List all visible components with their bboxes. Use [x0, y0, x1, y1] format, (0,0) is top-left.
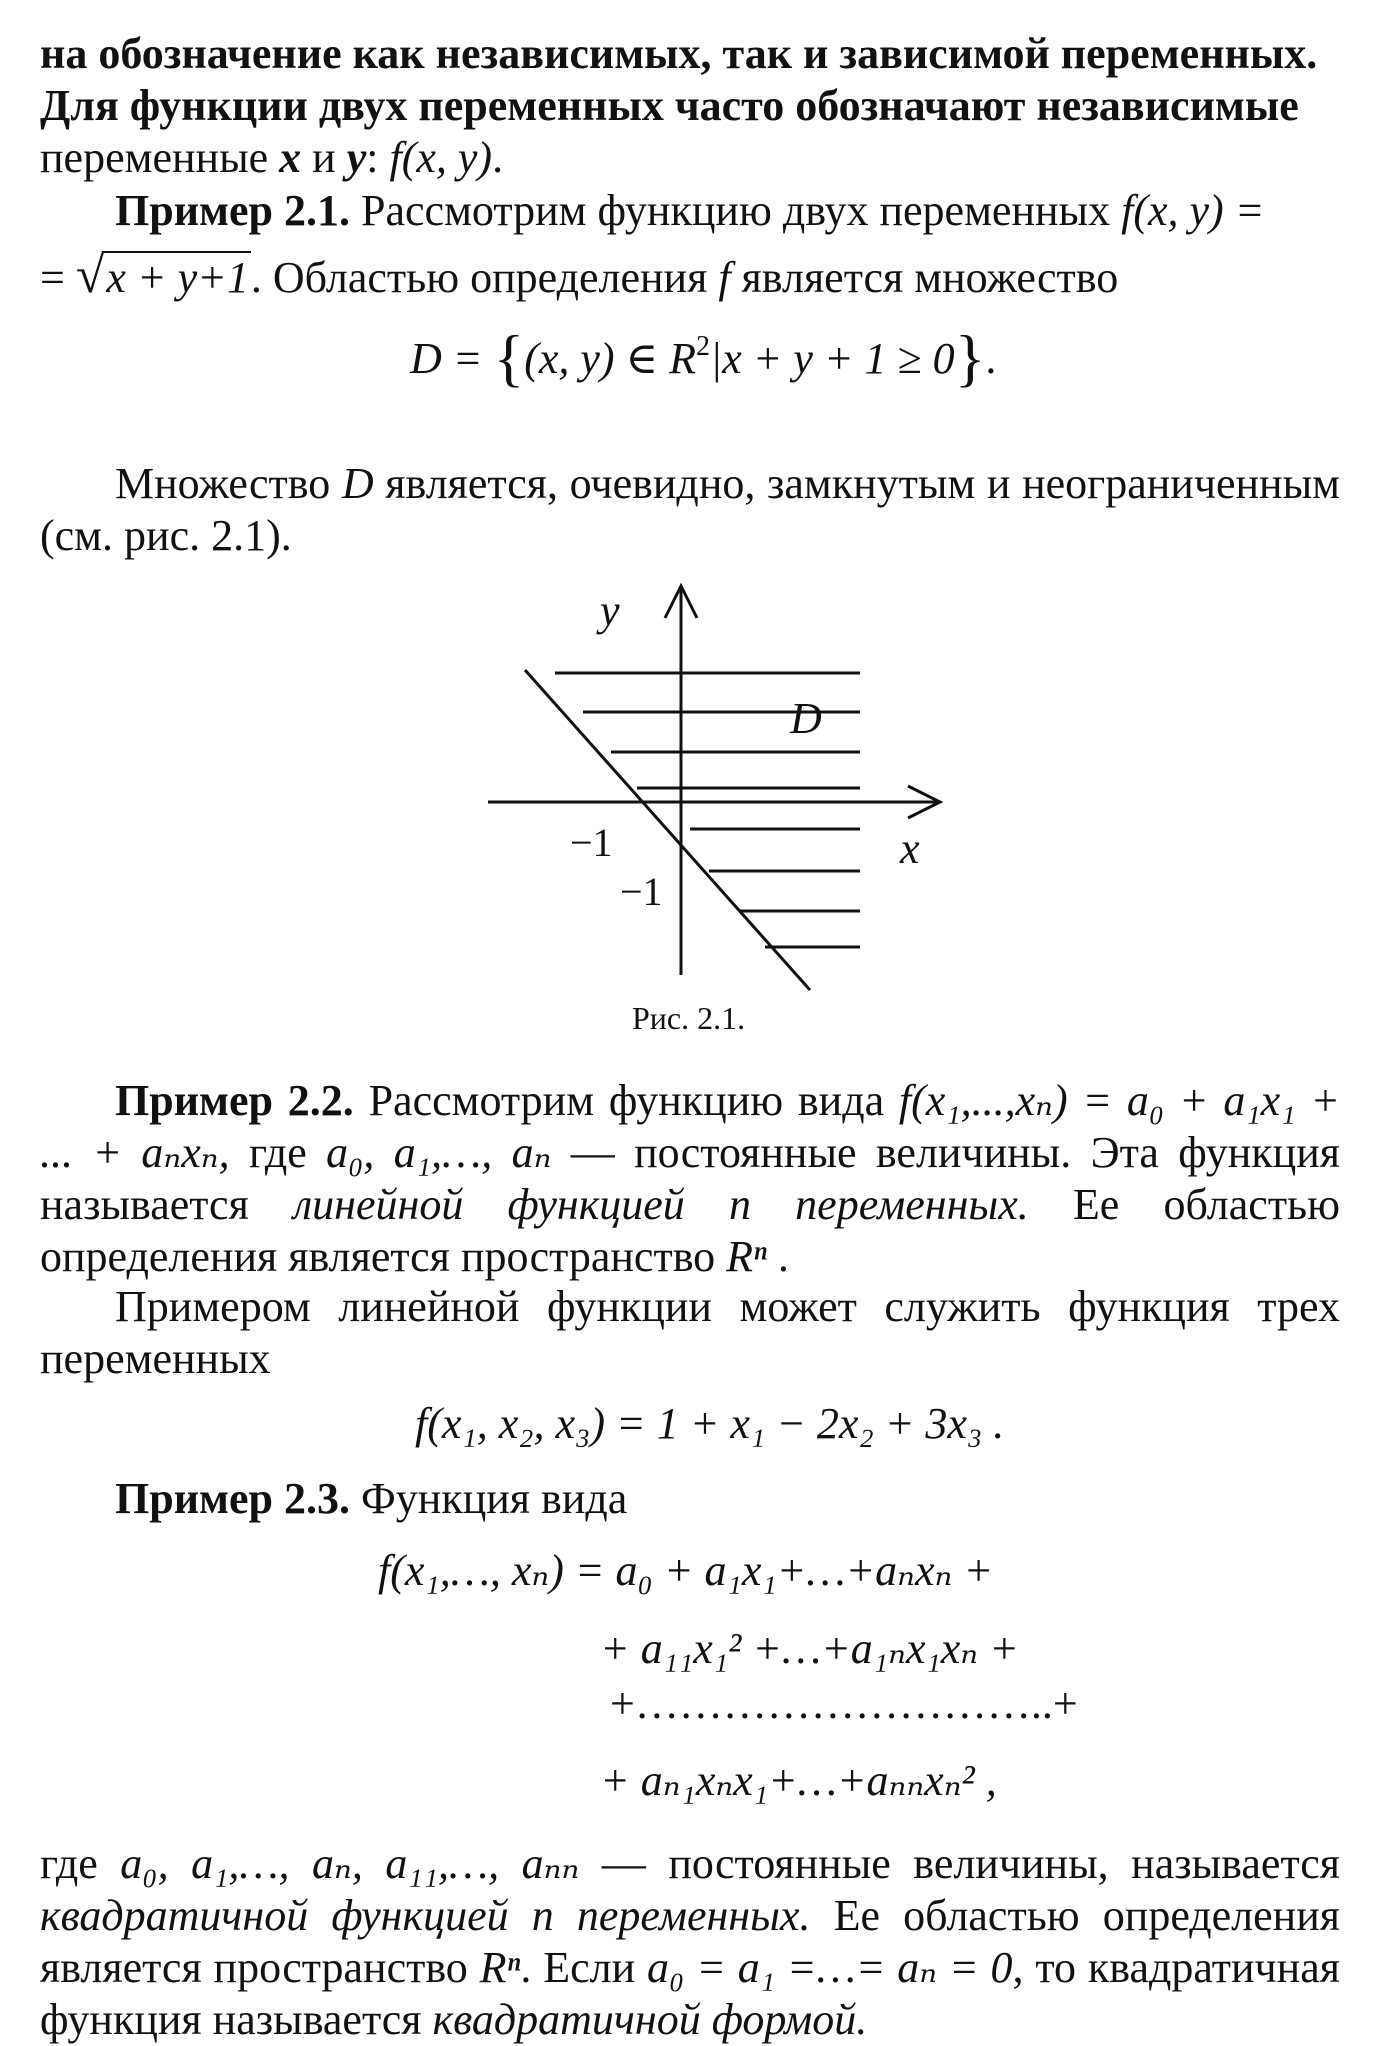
example-2-1-heading: Пример 2.1. [115, 186, 351, 235]
example-2-3-statement: Пример 2.3. Функция вида [115, 1474, 628, 1523]
intro-line3: переменные x и y: f(x, y). [40, 133, 504, 182]
x-tick-label: −1 [570, 820, 613, 865]
quadratic-formula-row-4: + aₙ₁xₙx₁+…+aₙₙxₙ² , [600, 1756, 997, 1805]
linear-example-paragraph: Примером линейной функции может служить функция трех переменных [40, 1282, 1340, 1383]
region-label: D [790, 694, 822, 743]
x-axis-label: x [900, 824, 920, 873]
linear-example-formula: f(x₁, x₂, x₃) = 1 + x₁ − 2x₂ + 3x₃ . [415, 1399, 1005, 1448]
example-2-1-statement: Пример 2.1. Рассмотрим функцию двух переменных f(x, y) = [115, 186, 1265, 235]
quadratic-formula-row-3: +………………………..+ [610, 1679, 1078, 1728]
figure-caption: Рис. 2.1. [631, 1000, 746, 1036]
example-2-2-heading: Пример 2.2. [115, 1076, 354, 1125]
linear-function-formula: f(x₁,...,xₙ) = a₀ + a₁x₁ + ... + aₙxₙ, [40, 1076, 1340, 1177]
domain-set-formula: D = {(x, y) ∈ $R^2|x + y + 1 \ge 0$}. [410, 322, 997, 393]
example-2-3-explanation: где a₀, a₁,…, aₙ, a₁₁,…, aₙₙ — постоянные величины, называется квадратичной функцией n переменных. Ее областью определения является пространство Rⁿ. Если a₀ = a₁ =…= aₙ = 0, то квадратичная функция называется квадратичной формой. [40, 1839, 1340, 2044]
example-2-1-conclusion: Множество D является, очевидно, замкнутым и неограниченным (см. рис. 2.1). [40, 459, 1340, 560]
intro-line2: Для функции двух переменных часто обозначают независимые [40, 81, 1299, 130]
example-2-2-paragraph: Пример 2.2. Рассмотрим функцию вида f(x₁,...,xₙ) = a₀ + a₁x₁ + ... + aₙxₙ, где a₀, a₁,…, aₙ — постоянные величины. Эта функция называется линейной функцией n переменных. Ее областью определения является пространство Rⁿ . [40, 1076, 1340, 1281]
intro-function: f(x, y) [389, 133, 493, 182]
example-2-1-sqrt: x + y+1 [106, 253, 249, 302]
intro-line1: на обозначение как независимых, так и зависимой переменных. [40, 29, 1318, 78]
example-2-1-definition: = √x + y+1. Областью определения f является множество [40, 247, 1119, 304]
quadratic-formula-row-1: f(x₁,…, xₙ) = a₀ + a₁x₁+…+aₙxₙ + [378, 1546, 994, 1595]
y-axis-label: y [600, 586, 620, 635]
quadratic-form-term: квадратичной формой. [432, 1995, 868, 2044]
quadratic-function-term: квадратичной функцией n переменных. [40, 1891, 811, 1940]
example-2-1-function: f(x, y) = [1121, 186, 1265, 235]
quadratic-formula-row-2: + a₁₁x₁² +…+a₁ₙx₁xₙ + [600, 1624, 1019, 1673]
example-2-3-heading: Пример 2.3. [115, 1474, 351, 1523]
y-tick-label: −1 [620, 869, 663, 914]
linear-function-term: линейной функцией n переменных. [293, 1180, 1029, 1229]
